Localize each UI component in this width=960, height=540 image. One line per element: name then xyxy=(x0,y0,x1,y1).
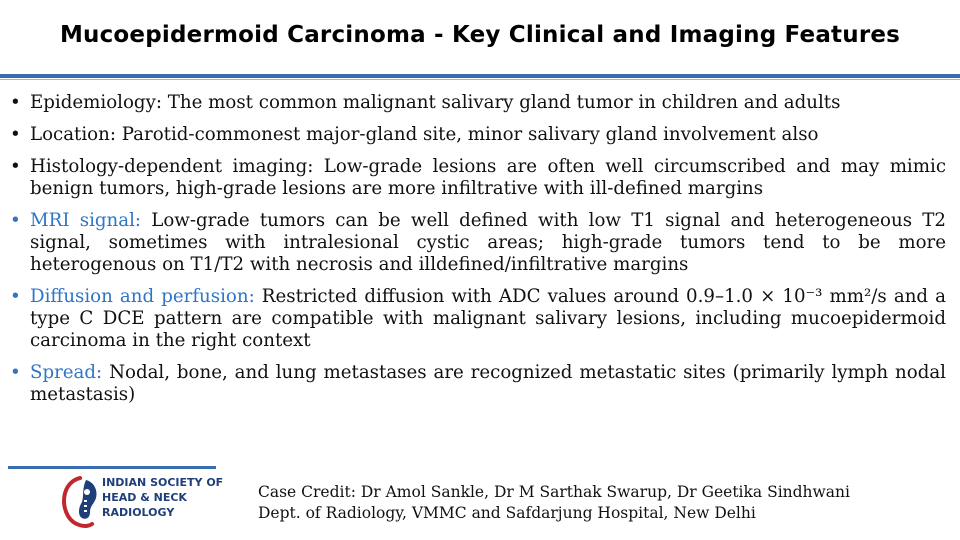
bullet-spread xyxy=(10,362,946,406)
title-divider xyxy=(0,74,960,78)
logo-divider xyxy=(8,466,216,469)
society-name-line-1: INDIAN SOCIETY OF xyxy=(102,476,224,489)
credit-authors: Case Credit: Dr Amol Sankle, Dr M Sarthak Swarup, Dr Geetika Sindhwani xyxy=(258,483,850,501)
bullet-dot-icon: • xyxy=(10,362,21,383)
bullet-text: Restricted diffusion with ADC values around 0.9–1.0 × 10⁻³ mm²/s and a type C DCE pattern are compatible with malignant salivary lesions, including mucoepidermoid carcinoma in the right context xyxy=(30,286,946,351)
society-name-line-3: RADIOLOGY xyxy=(102,506,175,519)
bullet-lead: Spread: xyxy=(30,362,103,383)
title-divider-thin xyxy=(0,79,960,80)
bullet-text: Low-grade tumors can be well defined with low T1 signal and heterogeneous T2 signal, sometimes with intralesional cystic areas; high-grade tumors tend to be more heterogenous on T1/T2 with necrosis and illdefined/infiltrative margins xyxy=(30,210,946,275)
bullet-histology xyxy=(10,156,946,200)
bullet-diffusion-perfusion xyxy=(10,286,946,352)
society-name xyxy=(102,475,223,520)
bullet-text: Epidemiology: The most common malignant salivary gland tumor in children and adults xyxy=(30,92,841,113)
bullet-list xyxy=(10,92,946,416)
bullet-text: Nodal, bone, and lung metastases are recognized metastatic sites (primarily lymph nodal metastasis) xyxy=(30,362,946,405)
bullet-lead: MRI signal: xyxy=(30,210,142,231)
case-credit xyxy=(258,482,850,524)
bullet-dot-icon: • xyxy=(10,210,21,231)
bullet-location xyxy=(10,124,946,146)
slide-title: Mucoepidermoid Carcinoma - Key Clinical and Imaging Features xyxy=(59,22,901,48)
society-name-line-2: HEAD & NECK xyxy=(102,491,187,504)
bullet-lead: Diffusion and perfusion: xyxy=(30,286,255,307)
credit-department: Dept. of Radiology, VMMC and Safdarjung Hospital, New Delhi xyxy=(258,504,756,522)
bullet-text: Histology-dependent imaging: Low-grade lesions are often well circumscribed and may mimic benign tumors, high-grade lesions are more infiltrative with ill-defined margins xyxy=(30,156,946,199)
bullet-dot-icon: • xyxy=(10,92,21,113)
bullet-mri-signal xyxy=(10,210,946,276)
bullet-dot-icon: • xyxy=(10,156,21,177)
bullet-text: Location: Parotid-commonest major-gland site, minor salivary gland involvement also xyxy=(30,124,819,145)
bullet-epidemiology xyxy=(10,92,946,114)
bullet-dot-icon: • xyxy=(10,124,21,145)
bullet-dot-icon: • xyxy=(10,286,21,307)
